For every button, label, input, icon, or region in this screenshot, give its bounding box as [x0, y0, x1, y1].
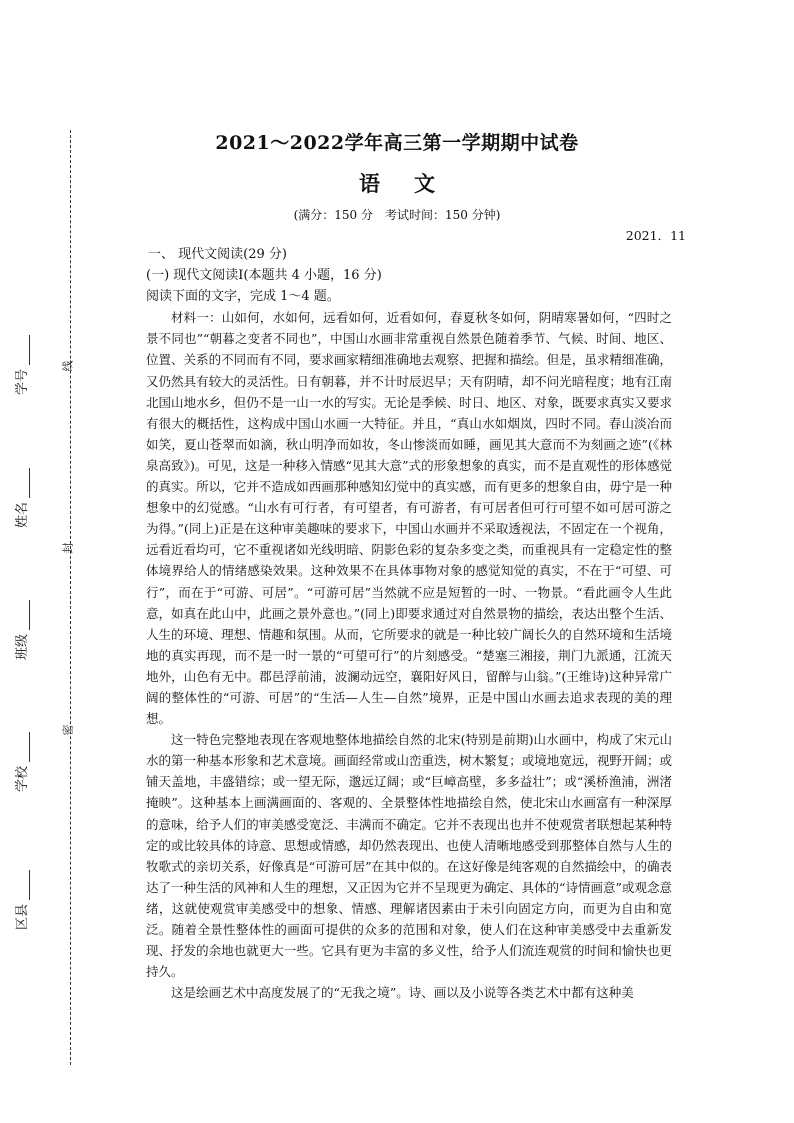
name-field[interactable]: [10, 468, 30, 528]
passage-paragraph-1: 材料一：山如何，水如何，远看如何，近看如何，春夏秋冬如何，阴晴寒暑如何，“四时之景不同也”“朝暮之变者不同也”，中国山水画非常重视自然景色随着季节、气候、时间、地区、位置、关系的不同而有不同，要求画家精细准确地去观察、把握和描绘。但是，虽求精细准确，又仍然具有较大的灵活性。日有朝暮，并不计时辰迟早；天有阴晴，却不问光暗程度；地有江南北国山地水乡，但仍不是一山一水的写实。无论是季候、时日、地区、对象，既要求真实又要求有很大的概括性，这构成中国山水画一大特征。并且，“真山水如烟岚，四时不同。春山淡冶而如笑，夏山苍翠而如滴，秋山明净而如妆，冬山惨淡而如睡，画见其大意而不为刻画之迹”(《林泉高致》)。可见，这是一种移入情感“见其大意”式的形象想象的真实，而不是直观性的形体感觉的真实。所以，它并不造成如西画那种感知幻觉中的真实感，而有更多的想象自由，毋宁是一种想象中的幻觉感。“山水有可行者，有可望者，有可游者，有可居者但可行可望不如可居可游之为得。”(同上)正是在这种审美趣味的要求下，中国山水画并不采取透视法，不固定在一个视角，远看近看均可，它不重视诸如光线明暗、阴影色彩的复杂多变之类，而重视具有一定稳定性的整体境界给人的情绪感染效果。这种效果不在具体事物对象的感觉知觉的真实，不在于“可望、可行”，而在于“可游、可居”。“可游可居”当然就不应是短暂的一时、一物景。“看此画令人生此意，如真在此山中，此画之景外意也。”(同上)即要求通过对自然景物的描绘，表达出整个生活、人生的环境、理想、情趣和氛围。从而，它所要求的就是一种比较广阔长久的自然环境和生活境地的真实再现，而不是一时一景的“可望可行”的片刻感受。“楚塞三湘接，荆门九派通，江流天地外，山色有无中。郡邑浮前浦，波澜动远空，襄阳好风日，留醉与山翁。”(王维诗)这种异常广阔的整体性的“可游、可居”的“生活—人生—自然”境界，正是中国山水画去追求表现的美的理想。: [146, 310, 672, 727]
passage-paragraph-2: 这一特色完整地表现在客观地整体地描绘自然的北宋(特别是前期)山水画中，构成了宋元山水的第一种基本形象和艺术意境。画面经常或山峦重迭，树木繁复；或境地宽远，视野开阔；或铺天盖地，丰盛错综；或一望无际，邈远辽阔；或“巨嶂高壁，多多益壮”；或“溪桥渔浦，洲渚掩映”。这种基本上画满画面的、客观的、全景整体性地描绘自然，使北宋山水画富有一种深厚的意味，给予人们的审美感受宽泛、丰满而不确定。它并不表现出也并不使观赏者联想起某种特定的或比较具体的诗意、思想或情感，却仍然表现出、也使人清晰地感受到那整体自然与人生的牧歌式的亲切关系，好像真是“可游可居”在其中似的。在这好像是纯客观的自然描绘中，的确表达了一种生活的风神和人生的理想，又正因为它并不呈现更为确定、具体的“诗情画意”或观念意绪，这就使观赏审美感受中的想象、情感、理解诸因素由于未引向固定方向，而更为自由和宽泛。随着全景性整体性的画面可提供的众多的范围和对象，使人们在这种审美感受中去重新发现、抒发的余地也就更大一些。它具有更为丰富的多义性，给予人们流连观赏的时间和愉快也更持久。: [146, 732, 672, 980]
student-id-field[interactable]: [10, 335, 30, 395]
class-blank[interactable]: [15, 600, 30, 630]
reading-content: [146, 244, 672, 1003]
class-field[interactable]: [10, 600, 30, 660]
section-subheading: (一) 现代文阅读Ⅰ(本题共 4 小题，16 分): [146, 268, 382, 284]
section-heading: 一、 现代文阅读(29 分): [148, 247, 287, 262]
binding-line: [70, 130, 71, 1065]
passage-paragraph-3: 这是绘画艺术中高度发展了的“无我之境”。诗、画以及小说等各类艺术中都有这种美: [171, 985, 634, 1001]
name-label: 姓名: [15, 501, 30, 528]
district-blank[interactable]: [15, 870, 30, 900]
binding-mark-line: 线: [61, 360, 75, 372]
district-label: 区县: [15, 903, 30, 930]
exam-meta: (满分：150 分 考试时间：150 分钟): [293, 208, 501, 222]
name-blank[interactable]: [15, 468, 30, 498]
class-label: 班级: [15, 633, 30, 660]
exam-subject: 语文: [359, 171, 469, 196]
school-field[interactable]: [10, 732, 30, 792]
binding-mark-secret: 密: [61, 724, 75, 736]
exam-date: 2021．11: [625, 228, 686, 243]
student-id-label: 学号: [15, 368, 30, 395]
exam-title: 2021～2022学年高三第一学期期中试卷: [215, 132, 579, 154]
binding-mark-seal: 封: [61, 542, 75, 554]
section-instruction: 阅读下面的文字，完成 1～4 题。: [146, 289, 340, 305]
school-blank[interactable]: [15, 732, 30, 762]
school-label: 学校: [15, 765, 30, 792]
student-id-blank[interactable]: [15, 335, 30, 365]
district-field[interactable]: [10, 870, 30, 930]
